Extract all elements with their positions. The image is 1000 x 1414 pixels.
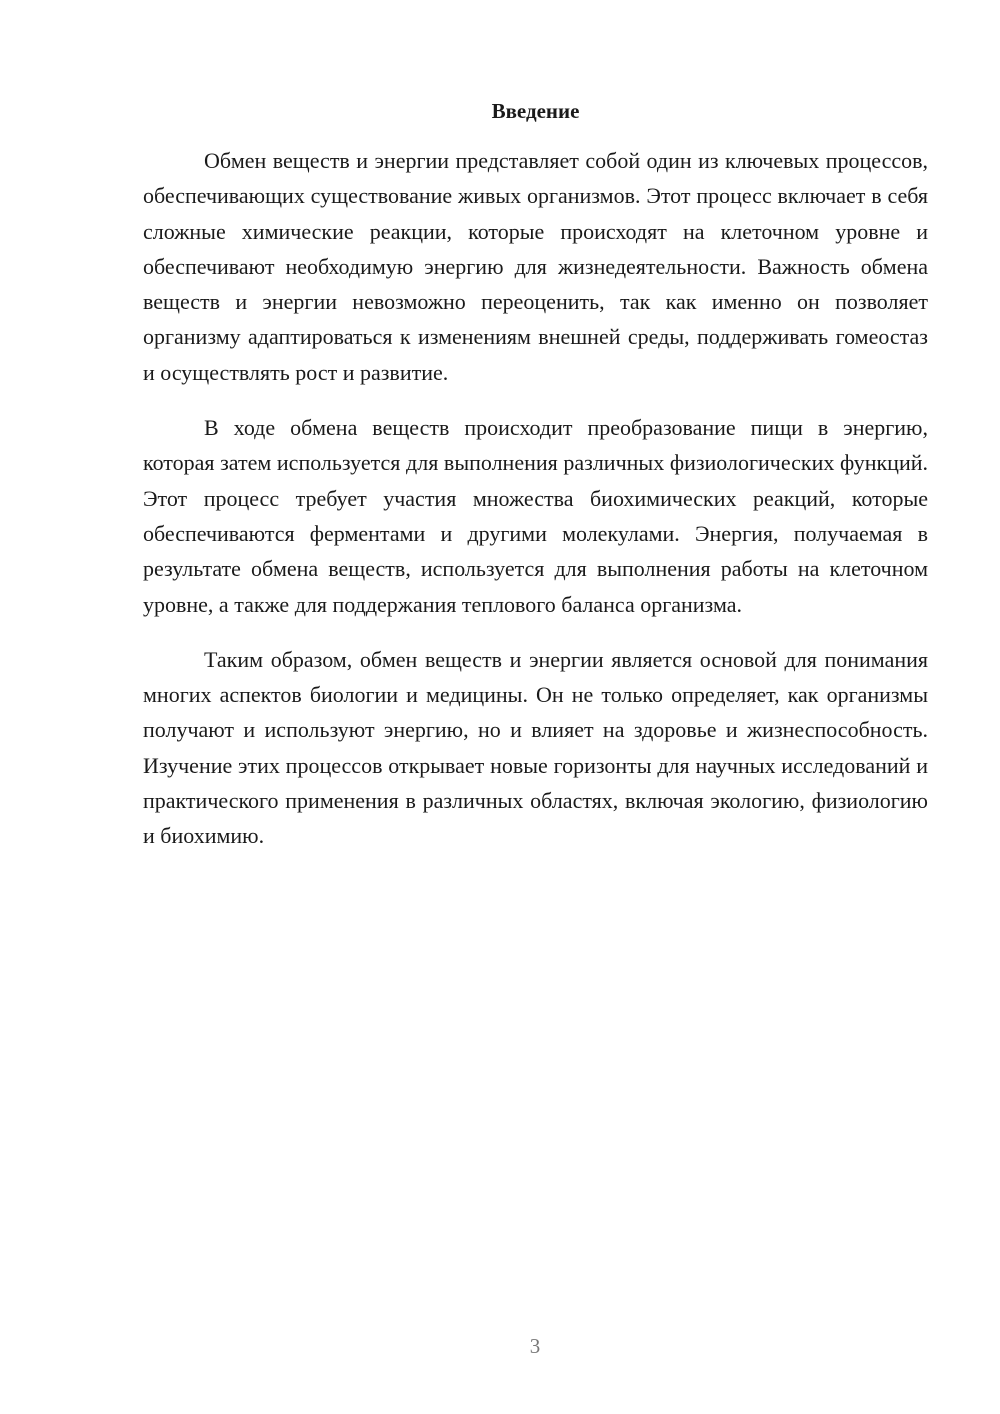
page-number: 3 [529, 1334, 541, 1358]
paragraph: Таким образом, обмен веществ и энергии является основой для понимания многих аспектов биологии и медицины. Он не только определяет, как организмы получают и используют энергию, но и влияет на здоровье и жизнеспособность. Изучение этих процессов открывает новые горизонты для научных исследований и практического применения в различных областях, включая экологию, физиологию и биохимию. [143, 646, 928, 849]
paragraph: В ходе обмена веществ происходит преобразование пищи в энергию, которая затем используется для выполнения различных физиологических функций. Этот процесс требует участия множества биохимических реакций, которые обеспечиваются ферментами и другими молекулами. Энергия, получаемая в результате обмена веществ, используется для выполнения работы на клеточном уровне, а также для поддержания теплового баланса организма. [143, 415, 928, 617]
paragraph: Обмен веществ и энергии представляет собой один из ключевых процессов, обеспечивающих существование живых организмов. Этот процесс включает в себя сложные химические реакции, которые происходят на клеточном уровне и обеспечивают необходимую энергию для жизнедеятельности. Важность обмена веществ и энергии невозможно переоценить, так как именно он позволяет организму адаптироваться к изменениям внешней среды, поддерживать гомеостаз и осуществлять рост и развитие. [143, 148, 928, 385]
section-heading: Введение [491, 99, 580, 123]
body-text [143, 143, 928, 874]
